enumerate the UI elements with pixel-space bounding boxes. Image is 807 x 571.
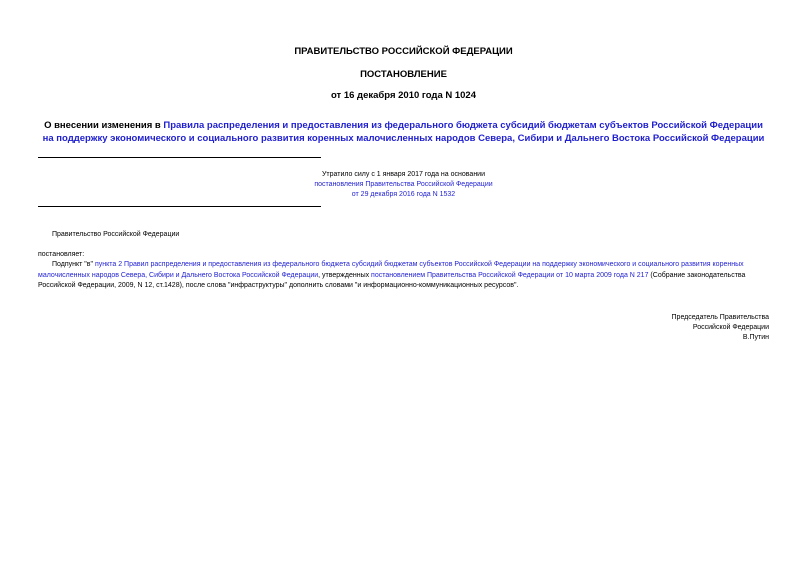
repeal-decree-link[interactable]: постановления Правительства Российской Федерации xyxy=(314,181,493,188)
repeal-decree-date-link[interactable]: от 29 декабря 2016 года N 1532 xyxy=(351,191,456,198)
para-prefix: Подпункт "в" xyxy=(52,261,95,268)
divider-top xyxy=(38,157,321,158)
signature-title-line1: Председатель Правительства xyxy=(671,314,769,321)
government-label: Правительство Российской Федерации xyxy=(52,231,180,238)
repeal-note xyxy=(0,170,807,200)
document-title xyxy=(38,120,769,145)
para-suffix: (Собрание законодательства Российской Федерации, 2009, N 12, ст.1428), после слова "инфраструктуры" дополнить словами "и информационно-коммуникационных ресурсов". xyxy=(38,271,746,289)
title-rules-link[interactable]: Правила распределения и предоставления из федерального бюджета субсидий бюджетам субъектов Российской Федерации на поддержку экономического и социального развития коренных малочисленных народов Севера, Сибири и Дальнего Востока Российской Федерации xyxy=(42,120,765,144)
document-date-number: от 16 декабря 2010 года N 1024 xyxy=(330,90,476,101)
repeal-note-text: Утратило силу с 1 января 2017 года на основании xyxy=(321,171,486,178)
signature-title-line2: Российской Федерации xyxy=(692,324,769,331)
para-mid: , утвержденных xyxy=(318,271,372,279)
document-type-heading: ПОСТАНОВЛЕНИЕ xyxy=(360,69,447,80)
government-heading: ПРАВИТЕЛЬСТВО РОССИЙСКОЙ ФЕДЕРАЦИИ xyxy=(294,46,513,57)
divider-bottom xyxy=(38,206,321,207)
amendment-paragraph xyxy=(38,260,769,292)
rules-point-link[interactable]: пункта 2 Правил распределения и предоставления из федерального бюджета субсидий бюджетам субъектов Российской Федерации на поддержку экономического и социального развития коренных малочисленных народов Севера, Сибири и Дальнего Востока Российской Федерации xyxy=(38,261,744,279)
signature-block xyxy=(560,313,769,343)
decree-word: постановляет: xyxy=(38,251,85,258)
decree-217-link[interactable]: постановлением Правительства Российской Федерации от 10 марта 2009 года N 217 xyxy=(371,271,649,279)
title-prefix: О внесении изменения в xyxy=(44,120,164,131)
signature-name: В.Путин xyxy=(742,334,769,341)
